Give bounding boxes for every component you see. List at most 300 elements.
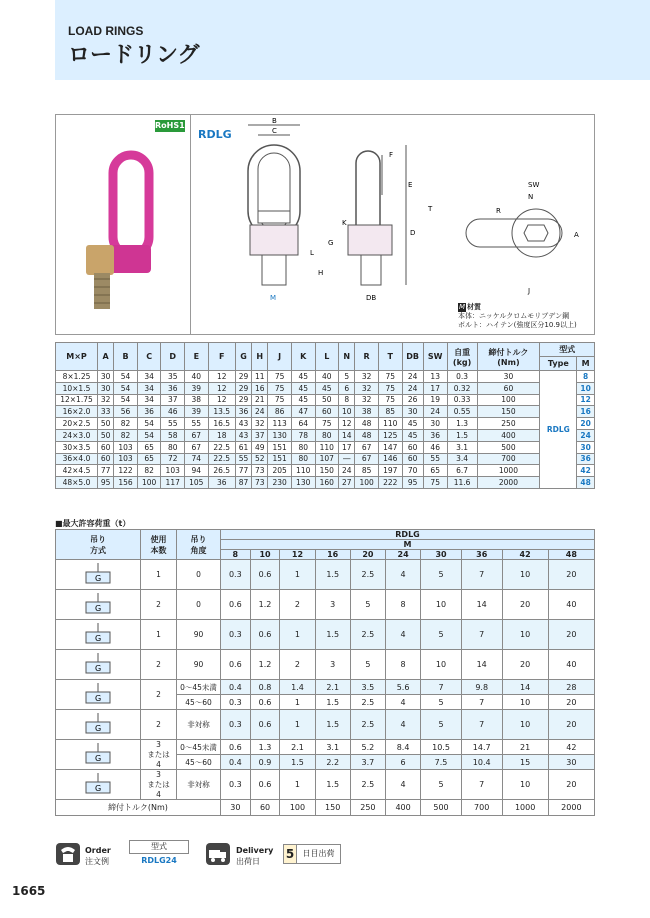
spec-cell: 6.7 — [447, 465, 477, 477]
dim-m: M — [270, 294, 277, 300]
page-number: 1665 — [12, 884, 46, 898]
spec-type-cell: RDLG — [540, 371, 577, 489]
load-value: 0.4 — [221, 680, 251, 695]
spec-cell: 45 — [315, 382, 339, 394]
spec-cell: 80 — [315, 429, 339, 441]
spec-cell: 54 — [114, 394, 138, 406]
dim-b: B — [272, 117, 277, 125]
dimension-drawing — [206, 115, 596, 300]
load-row — [56, 620, 595, 650]
load-value: 8.4 — [385, 740, 420, 755]
dim-a: A — [574, 231, 579, 239]
spec-m-cell: 30 — [577, 441, 595, 453]
spec-cell: 94 — [185, 465, 209, 477]
spec-cell: 29 — [235, 371, 251, 383]
method-icon-cell — [56, 710, 141, 740]
spec-m-cell: 12 — [577, 394, 595, 406]
count-cell: 2 — [141, 650, 177, 680]
series-label: RDLG — [198, 128, 232, 141]
spec-cell: 26 — [402, 394, 423, 406]
spec-cell: 34 — [137, 371, 161, 383]
load-value: 8 — [385, 590, 420, 620]
spec-cell: 0.32 — [447, 382, 477, 394]
spec-row — [56, 394, 595, 406]
load-value: 4 — [385, 770, 420, 800]
angle-cell: 45～60 — [177, 755, 221, 770]
dim-j: J — [528, 287, 531, 295]
spec-cell: 80 — [291, 453, 315, 465]
spec-cell: 49 — [252, 441, 268, 453]
load-value: 10.5 — [421, 740, 462, 755]
title-english: LOAD RINGS — [68, 24, 144, 38]
svg-text:G: G — [95, 723, 102, 733]
count-cell: 3 または 4 — [141, 770, 177, 800]
spec-cell: 103 — [161, 465, 185, 477]
size-header: 24 — [385, 550, 420, 560]
spec-cell: 60 — [315, 406, 339, 418]
lift-side-single-icon — [78, 622, 118, 646]
spec-cell: 10×1.5 — [56, 382, 98, 394]
spec-cell: 36 — [161, 382, 185, 394]
spec-cell: 95 — [98, 477, 114, 489]
spec-cell: 43 — [235, 418, 251, 430]
spec-m-cell: 20 — [577, 418, 595, 430]
spec-cell: 50 — [98, 429, 114, 441]
load-value: 5 — [421, 695, 462, 710]
load-value: 1 — [280, 695, 315, 710]
load-value: 1 — [280, 620, 315, 650]
load-value: 30 — [548, 755, 594, 770]
load-value: 1.5 — [315, 695, 350, 710]
spec-cell: 60 — [98, 441, 114, 453]
load-value: 20 — [502, 650, 548, 680]
load-row — [56, 590, 595, 620]
order-type-label: 型式 — [129, 840, 189, 854]
title-japanese: ロードリング — [68, 43, 200, 68]
spec-header-2: B — [114, 343, 138, 371]
load-value: 1.4 — [280, 680, 315, 695]
spec-cell: 60 — [98, 453, 114, 465]
spec-cell: 130 — [291, 477, 315, 489]
spec-header-7: G — [235, 343, 251, 371]
spec-cell: 26.5 — [208, 465, 235, 477]
spec-cell: 156 — [114, 477, 138, 489]
load-value: 2.5 — [350, 695, 385, 710]
svg-text:G: G — [95, 573, 102, 583]
torque-value: 700 — [461, 800, 502, 816]
load-value: 10 — [502, 770, 548, 800]
spec-cell: 24 — [402, 382, 423, 394]
spec-cell: 0.55 — [447, 406, 477, 418]
material-bolt: ボルト：ハイテン(強度区分10.9以上) — [458, 321, 577, 329]
load-value: 14.7 — [461, 740, 502, 755]
load-value: 0.3 — [221, 560, 251, 590]
spec-cell: 60 — [477, 382, 540, 394]
angle-cell: 非対称 — [177, 710, 221, 740]
spec-cell: 45 — [402, 418, 423, 430]
load-value: 2.5 — [350, 770, 385, 800]
size-header: 8 — [221, 550, 251, 560]
count-cell: 1 — [141, 620, 177, 650]
load-row — [56, 680, 595, 695]
svg-text:G: G — [95, 633, 102, 643]
spec-cell: 150 — [477, 406, 540, 418]
load-value: 0.3 — [221, 770, 251, 800]
spec-row — [56, 382, 595, 394]
spec-cell: 30 — [98, 382, 114, 394]
load-value: 7 — [461, 620, 502, 650]
load-value: 1 — [280, 710, 315, 740]
count-cell: 3 または 4 — [141, 740, 177, 770]
load-value: 0.6 — [250, 770, 280, 800]
spec-cell: 36 — [137, 406, 161, 418]
load-value: 1.2 — [250, 650, 280, 680]
spec-header-10: K — [291, 343, 315, 371]
spec-header-6: F — [208, 343, 235, 371]
spec-cell: 32 — [355, 382, 379, 394]
dim-e: E — [408, 181, 413, 189]
spec-cell: 54 — [137, 429, 161, 441]
spec-row — [56, 453, 595, 465]
spec-cell: 39 — [185, 382, 209, 394]
load-value: 5 — [421, 620, 462, 650]
spec-cell: 16 — [252, 382, 268, 394]
load-value: 5 — [421, 560, 462, 590]
truck-icon — [205, 842, 231, 866]
spec-cell: 82 — [137, 465, 161, 477]
spec-m-cell: 8 — [577, 371, 595, 383]
spec-cell: 24 — [423, 406, 447, 418]
spec-cell: 35 — [161, 371, 185, 383]
spec-cell: 58 — [161, 429, 185, 441]
dim-d: D — [410, 229, 416, 237]
svg-text:G: G — [95, 753, 102, 763]
spec-cell: 150 — [315, 465, 339, 477]
spec-m-cell: 48 — [577, 477, 595, 489]
spec-cell: 67 — [355, 453, 379, 465]
load-value: 1.5 — [315, 560, 350, 590]
spec-cell: 146 — [378, 453, 402, 465]
load-value: 5 — [350, 650, 385, 680]
load-row — [56, 560, 595, 590]
spec-cell: 117 — [161, 477, 185, 489]
load-value: 2.5 — [350, 710, 385, 740]
spec-cell: 40 — [315, 371, 339, 383]
spec-cell: 14 — [339, 429, 355, 441]
spec-cell: 19 — [423, 394, 447, 406]
spec-cell: 85 — [378, 406, 402, 418]
spec-cell: 30 — [477, 371, 540, 383]
spec-cell: 100 — [137, 477, 161, 489]
load-value: 3.5 — [350, 680, 385, 695]
spec-cell: 0.33 — [447, 394, 477, 406]
method-icon-cell — [56, 680, 141, 710]
angle-cell: 非対称 — [177, 770, 221, 800]
load-value: 7 — [421, 680, 462, 695]
spec-cell: 75 — [268, 371, 292, 383]
spec-header-12: N — [339, 343, 355, 371]
material-mark: M — [459, 303, 466, 311]
delivery-label-en: Delivery — [236, 846, 274, 855]
spec-cell: 30 — [402, 406, 423, 418]
load-value: 0.3 — [221, 710, 251, 740]
spec-cell: 45 — [291, 394, 315, 406]
load-value: 15 — [502, 755, 548, 770]
rohs-badge: RoHS10 — [155, 121, 191, 130]
spec-header-type: 型式 — [540, 343, 595, 357]
load-value: 40 — [548, 650, 594, 680]
spec-cell: ― — [339, 453, 355, 465]
spec-cell: 27 — [339, 477, 355, 489]
material-label: 材質 — [467, 303, 482, 311]
load-value: 5 — [421, 710, 462, 740]
angle-cell: 45～60 — [177, 695, 221, 710]
spec-cell: 56 — [114, 406, 138, 418]
spec-cell: 103 — [114, 453, 138, 465]
spec-cell: 46 — [161, 406, 185, 418]
spec-cell: 11.6 — [447, 477, 477, 489]
load-value: 3.1 — [315, 740, 350, 755]
spec-cell: 78 — [291, 429, 315, 441]
dim-sw: SW — [528, 181, 540, 189]
load-value: 7 — [461, 710, 502, 740]
spec-cell: 52 — [252, 453, 268, 465]
spec-cell: 55 — [161, 418, 185, 430]
spec-cell: 30 — [98, 371, 114, 383]
load-value: 1 — [280, 770, 315, 800]
header-m: M — [221, 540, 595, 550]
load-value: 0.6 — [250, 560, 280, 590]
size-header: 48 — [548, 550, 594, 560]
spec-row — [56, 465, 595, 477]
load-value: 0.9 — [250, 755, 280, 770]
dim-db: DB — [366, 294, 377, 300]
load-value: 5.6 — [385, 680, 420, 695]
product-photo — [56, 115, 191, 334]
spec-cell: 700 — [477, 453, 540, 465]
load-value: 3 — [315, 650, 350, 680]
load-value: 9.8 — [461, 680, 502, 695]
spec-cell: 32 — [355, 371, 379, 383]
spec-cell: 24×3.0 — [56, 429, 98, 441]
dim-k: K — [342, 219, 347, 227]
load-value: 20 — [548, 560, 594, 590]
load-value: 0.6 — [221, 740, 251, 755]
spec-cell: 48 — [355, 429, 379, 441]
spec-cell: 55 — [185, 418, 209, 430]
spec-row — [56, 477, 595, 489]
method-icon-cell — [56, 620, 141, 650]
spec-cell: 86 — [268, 406, 292, 418]
spec-cell: 72 — [161, 453, 185, 465]
spec-cell: 205 — [268, 465, 292, 477]
spec-cell: 30×3.5 — [56, 441, 98, 453]
delivery-label-jp: 出荷日 — [236, 857, 260, 866]
spec-cell: 30 — [423, 418, 447, 430]
spec-row — [56, 371, 595, 383]
method-icon-cell — [56, 650, 141, 680]
spec-cell: 32 — [98, 394, 114, 406]
load-value: 28 — [548, 680, 594, 695]
spec-cell: 8 — [339, 394, 355, 406]
spec-cell: 222 — [378, 477, 402, 489]
torque-value: 60 — [250, 800, 280, 816]
count-cell: 1 — [141, 560, 177, 590]
load-value: 2.5 — [350, 560, 385, 590]
load-value: 6 — [385, 755, 420, 770]
spec-cell: 65 — [137, 441, 161, 453]
header-angle: 吊り 角度 — [177, 530, 221, 560]
spec-cell: 500 — [477, 441, 540, 453]
spec-cell: 12 — [208, 382, 235, 394]
spec-cell: 40 — [185, 371, 209, 383]
material-body: 本体：ニッケルクロムモリブデン鋼 — [458, 312, 570, 320]
size-header: 10 — [250, 550, 280, 560]
spec-cell: 13.5 — [208, 406, 235, 418]
spec-cell: 36 — [208, 477, 235, 489]
spec-cell: 160 — [315, 477, 339, 489]
spec-cell: 105 — [185, 477, 209, 489]
angle-cell: 0～45未満 — [177, 680, 221, 695]
spec-cell: 24 — [402, 371, 423, 383]
load-value: 4 — [385, 620, 420, 650]
order-example: RDLG24 — [141, 856, 177, 865]
spec-cell: 122 — [114, 465, 138, 477]
load-value: 2 — [280, 650, 315, 680]
spec-cell: 65 — [423, 465, 447, 477]
load-value: 10 — [502, 695, 548, 710]
spec-cell: 75 — [378, 371, 402, 383]
load-value: 7 — [461, 695, 502, 710]
load-value: 2.2 — [315, 755, 350, 770]
order-label-en: Order — [85, 846, 111, 855]
load-value: 10 — [502, 710, 548, 740]
svg-text:G: G — [95, 603, 102, 613]
spec-header-13: R — [355, 343, 379, 371]
spec-cell: 400 — [477, 429, 540, 441]
spec-cell: 113 — [268, 418, 292, 430]
header-series: RDLG — [221, 530, 595, 540]
torque-value: 150 — [315, 800, 350, 816]
load-value: 20 — [548, 620, 594, 650]
spec-cell: 77 — [235, 465, 251, 477]
figure-panel — [55, 114, 595, 335]
svg-text:G: G — [95, 663, 102, 673]
spec-cell: 43 — [235, 429, 251, 441]
torque-row — [56, 800, 595, 816]
spec-cell: 75 — [268, 394, 292, 406]
delivery-days: 5 — [283, 844, 297, 864]
spec-cell: 110 — [378, 418, 402, 430]
spec-cell: 22.5 — [208, 453, 235, 465]
load-value: 10 — [502, 620, 548, 650]
lift-vertical-double-icon — [78, 592, 118, 616]
spec-cell: 22.5 — [208, 441, 235, 453]
load-ring-photo-icon — [56, 115, 191, 334]
material-note — [458, 303, 577, 330]
load-value: 42 — [548, 740, 594, 755]
load-value: 3.7 — [350, 755, 385, 770]
torque-value: 250 — [350, 800, 385, 816]
spec-cell: 110 — [291, 465, 315, 477]
spec-cell: 13 — [423, 371, 447, 383]
load-value: 8 — [385, 650, 420, 680]
spec-cell: 24 — [339, 465, 355, 477]
load-row — [56, 650, 595, 680]
load-value: 1.3 — [250, 740, 280, 755]
spec-cell: 29 — [235, 394, 251, 406]
spec-cell: 12×1.75 — [56, 394, 98, 406]
method-icon-cell — [56, 560, 141, 590]
spec-cell: 17 — [339, 441, 355, 453]
load-value: 1.5 — [315, 770, 350, 800]
torque-value: 1000 — [502, 800, 548, 816]
dim-r: R — [496, 207, 501, 215]
load-value: 2.5 — [350, 620, 385, 650]
torque-value: 500 — [421, 800, 462, 816]
spec-cell: 80 — [291, 441, 315, 453]
spec-cell: 67 — [355, 441, 379, 453]
spec-cell: 60 — [402, 453, 423, 465]
spec-header-type-sub: Type — [540, 357, 577, 371]
spec-header-m-sub: M — [577, 357, 595, 371]
spec-cell: 100 — [355, 477, 379, 489]
lift-side-double-icon — [78, 652, 118, 676]
spec-m-cell: 24 — [577, 429, 595, 441]
spec-cell: 60 — [402, 441, 423, 453]
count-cell: 2 — [141, 680, 177, 710]
spec-m-cell: 16 — [577, 406, 595, 418]
delivery-days-label: 日目出荷 — [297, 844, 341, 864]
spec-cell: 34 — [137, 394, 161, 406]
torque-value: 30 — [221, 800, 251, 816]
load-value: 3 — [315, 590, 350, 620]
spec-header-18: 締付トルク (Nm) — [477, 343, 540, 371]
spec-cell: 3.4 — [447, 453, 477, 465]
spec-cell: 42×4.5 — [56, 465, 98, 477]
spec-cell: 0.3 — [447, 371, 477, 383]
load-value: 2.1 — [315, 680, 350, 695]
spec-cell: 45 — [291, 371, 315, 383]
spec-header-4: D — [161, 343, 185, 371]
svg-text:G: G — [95, 693, 102, 703]
load-value: 0.6 — [250, 710, 280, 740]
spec-cell: 12 — [208, 371, 235, 383]
spec-cell: 45 — [291, 382, 315, 394]
load-value: 1 — [280, 560, 315, 590]
spec-cell: 21 — [252, 394, 268, 406]
spec-cell: 67 — [185, 429, 209, 441]
spec-header-0: M×P — [56, 343, 98, 371]
load-value: 7 — [461, 770, 502, 800]
spec-cell: 95 — [402, 477, 423, 489]
spec-cell: 36 — [423, 429, 447, 441]
spec-cell: 10 — [339, 406, 355, 418]
dim-f: F — [389, 151, 394, 159]
load-value: 1.5 — [315, 620, 350, 650]
load-value: 10 — [421, 650, 462, 680]
spec-header-16: SW — [423, 343, 447, 371]
load-value: 20 — [548, 695, 594, 710]
spec-cell: 54 — [137, 418, 161, 430]
spec-cell: 75 — [268, 382, 292, 394]
spec-cell: 37 — [161, 394, 185, 406]
size-header: 12 — [280, 550, 315, 560]
phone-icon — [55, 842, 81, 866]
svg-text:G: G — [95, 783, 102, 793]
angle-cell: 0 — [177, 560, 221, 590]
load-row — [56, 770, 595, 800]
